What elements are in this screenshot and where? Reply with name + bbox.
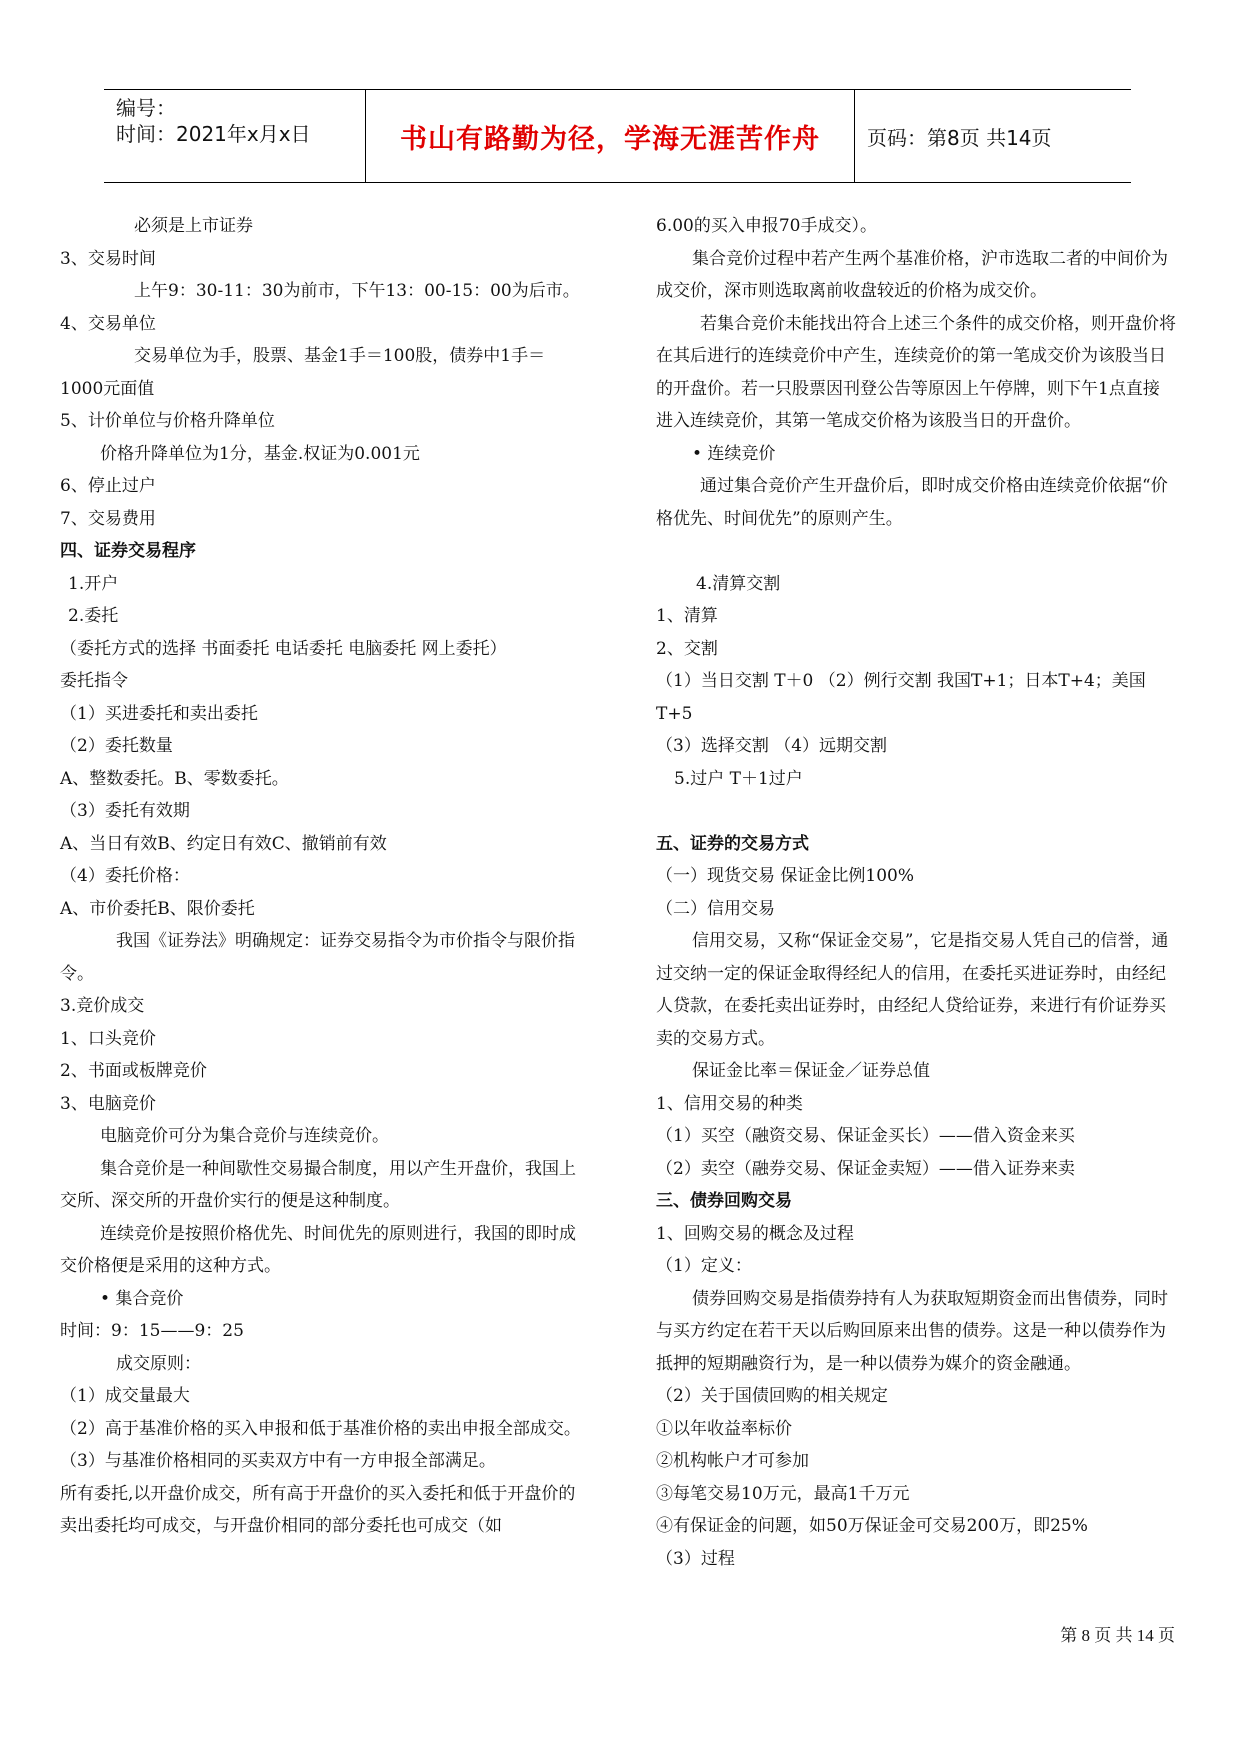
left-paragraph: 价格升降单位为1分，基金.权证为0.001元: [100, 443, 420, 464]
left-paragraph: 3、电脑竞价: [60, 1093, 156, 1114]
right-paragraph: • 连续竞价: [692, 443, 776, 464]
right-paragraph: [656, 795, 1176, 828]
left-paragraph: • 集合竞价: [100, 1288, 184, 1309]
left-paragraph: （委托方式的选择 书面委托 电话委托 电脑委托 网上委托）: [60, 638, 507, 659]
header-page-cell: [855, 90, 1131, 182]
right-paragraph: ④有保证金的问题，如50万保证金可交易200万，即25%: [656, 1516, 1088, 1536]
left-paragraph: （3）与基准价格相同的买卖双方中有一方申报全部满足。: [60, 1451, 496, 1471]
left-paragraph: 5、计价单位与价格升降单位: [60, 411, 275, 431]
left-paragraph: 所有委托,以开盘价成交，所有高于开盘价的买入委托和低于开盘价的卖出委托均可成交，与开盘价相同的部分委托也可成交（如: [60, 1483, 576, 1536]
left-paragraph: （1）成交量最大: [60, 1386, 190, 1406]
left-paragraph: 2、书面或板牌竞价: [60, 1061, 207, 1081]
left-paragraph: （2）高于基准价格的买入申报和低于基准价格的卖出申报全部成交。: [60, 1418, 581, 1439]
right-paragraph: 债券回购交易是指债券持有人为获取短期资金而出售债券，同时与买方约定在若干天以后购回原来出售的债券。这是一种以债券作为抵押的短期融资行为，是一种以债券为媒介的资金融通。: [656, 1288, 1168, 1374]
right-paragraph: 4.清算交割: [696, 573, 781, 594]
right-paragraph: 1、信用交易的种类: [656, 1093, 803, 1114]
left-paragraph: （2）委托数量: [60, 736, 173, 756]
right-paragraph: （一）现货交易 保证金比例100%: [656, 866, 915, 886]
right-paragraph: 1、回购交易的概念及过程: [656, 1223, 854, 1244]
right-paragraph: 5.过户 T＋1过户: [674, 768, 803, 789]
right-paragraph: 五、证券的交易方式: [656, 833, 809, 854]
document-time-label: 时间：2021年x月x日: [116, 122, 311, 146]
right-paragraph: （3）过程: [656, 1548, 735, 1569]
right-paragraph: 集合竞价过程中若产生两个基准价格，沪市选取二者的中间价为成交价，深市则选取离前收盘较近的价格为成交价。: [656, 248, 1168, 301]
left-paragraph: 上午9：30-11：30为前市，下午13：00-15：00为后市。: [134, 281, 580, 301]
left-paragraph: （4）委托价格：: [60, 866, 190, 886]
left-paragraph: 1.开户: [68, 573, 119, 594]
right-paragraph: 三、债券回购交易: [656, 1191, 792, 1211]
page-footer: 第 8 页 共 14 页: [1060, 1626, 1175, 1645]
left-paragraph: A、当日有效B、约定日有效C、撤销前有效: [60, 833, 387, 854]
right-paragraph: （2）关于国债回购的相关规定: [656, 1386, 888, 1406]
document-number-label: 编号：: [116, 96, 176, 120]
right-paragraph: 若集合竞价未能找出符合上述三个条件的成交价格，则开盘价将在其后进行的连续竞价中产生，连续竞价的第一笔成交价为该股当日的开盘价。若一只股票因刊登公告等原因上午停牌，则下午1点直接进入连续竞价，其第一笔成交价格为该股当日的开盘价。: [656, 313, 1176, 431]
right-paragraph: （1）买空（融资交易、保证金买长）——借入资金来买: [656, 1126, 1075, 1146]
left-paragraph: 3、交易时间: [60, 248, 156, 269]
left-paragraph: A、市价委托B、限价委托: [60, 898, 255, 919]
left-column: [60, 210, 582, 1543]
left-paragraph: 电脑竞价可分为集合竞价与连续竞价。: [100, 1126, 389, 1146]
left-paragraph: 4、交易单位: [60, 313, 156, 334]
right-paragraph: （3）选择交割 （4）远期交割: [656, 736, 888, 756]
right-paragraph: （2）卖空（融券交易、保证金卖短）——借入证券来卖: [656, 1158, 1075, 1179]
right-paragraph: 信用交易，又称“保证金交易”，它是指交易人凭自己的信誉，通过交纳一定的保证金取得经纪人的信用，在委托买进证券时，由经纪人贷款，在委托卖出证券时，由经纪人贷给证券，来进行有价证券买卖的交易方式。: [656, 931, 1169, 1049]
left-paragraph: 集合竞价是一种间歇性交易撮合制度，用以产生开盘价，我国上交所、深交所的开盘价实行的便是这种制度。: [60, 1158, 576, 1211]
left-paragraph: 2.委托: [68, 606, 119, 626]
header-page-label: 页码：第8页 共14页: [867, 125, 1052, 150]
right-paragraph: [656, 535, 1176, 568]
left-paragraph: 3.竞价成交: [60, 996, 145, 1016]
right-paragraph: （1）定义：: [656, 1256, 752, 1276]
header-motto-cell: [366, 90, 855, 182]
left-paragraph: 7、交易费用: [60, 508, 156, 529]
right-paragraph: （二）信用交易: [656, 898, 775, 919]
left-paragraph: （1）买进委托和卖出委托: [60, 703, 258, 724]
left-paragraph: 我国《证券法》明确规定：证券交易指令为市价指令与限价指令。: [60, 931, 575, 984]
left-paragraph: 交易单位为手，股票、基金1手＝100股，债券中1手＝1000元面值: [60, 346, 546, 399]
left-paragraph: 连续竞价是按照价格优先、时间优先的原则进行，我国的即时成交价格便是采用的这种方式。: [60, 1223, 576, 1276]
right-column: [656, 210, 1176, 1575]
left-paragraph: 成交原则：: [116, 1353, 201, 1374]
left-paragraph: 时间：9：15——9：25: [60, 1321, 244, 1341]
left-paragraph: 1、口头竞价: [60, 1028, 156, 1049]
right-paragraph: 通过集合竞价产生开盘价后，即时成交价格由连续竞价依据“价格优先、时间优先”的原则产生。: [656, 476, 1168, 529]
page-header: [104, 89, 1131, 183]
left-paragraph: 四、证券交易程序: [60, 541, 196, 561]
right-paragraph: （1）当日交割 T＋0 （2）例行交割 我国T+1；日本T+4；美国T+5: [656, 671, 1146, 724]
right-paragraph: ③每笔交易10万元，最高1千万元: [656, 1483, 910, 1504]
right-paragraph: 1、清算: [656, 606, 718, 626]
left-paragraph: （3）委托有效期: [60, 801, 190, 821]
left-paragraph: 6、停止过户: [60, 476, 156, 496]
right-paragraph: 2、交割: [656, 638, 718, 659]
right-paragraph: ①以年收益率标价: [656, 1418, 792, 1439]
left-paragraph: 委托指令: [60, 671, 128, 691]
left-paragraph: A、整数委托。B、零数委托。: [60, 768, 289, 789]
header-motto: 书山有路勤为径，学海无涯苦作舟: [400, 123, 820, 155]
right-paragraph: 保证金比率＝保证金／证券总值: [692, 1061, 930, 1081]
right-paragraph: 6.00的买入申报70手成交）。: [656, 216, 877, 236]
left-paragraph: 必须是上市证券: [134, 216, 253, 236]
header-left-cell: [104, 90, 366, 182]
right-paragraph: ②机构帐户才可参加: [656, 1451, 809, 1471]
